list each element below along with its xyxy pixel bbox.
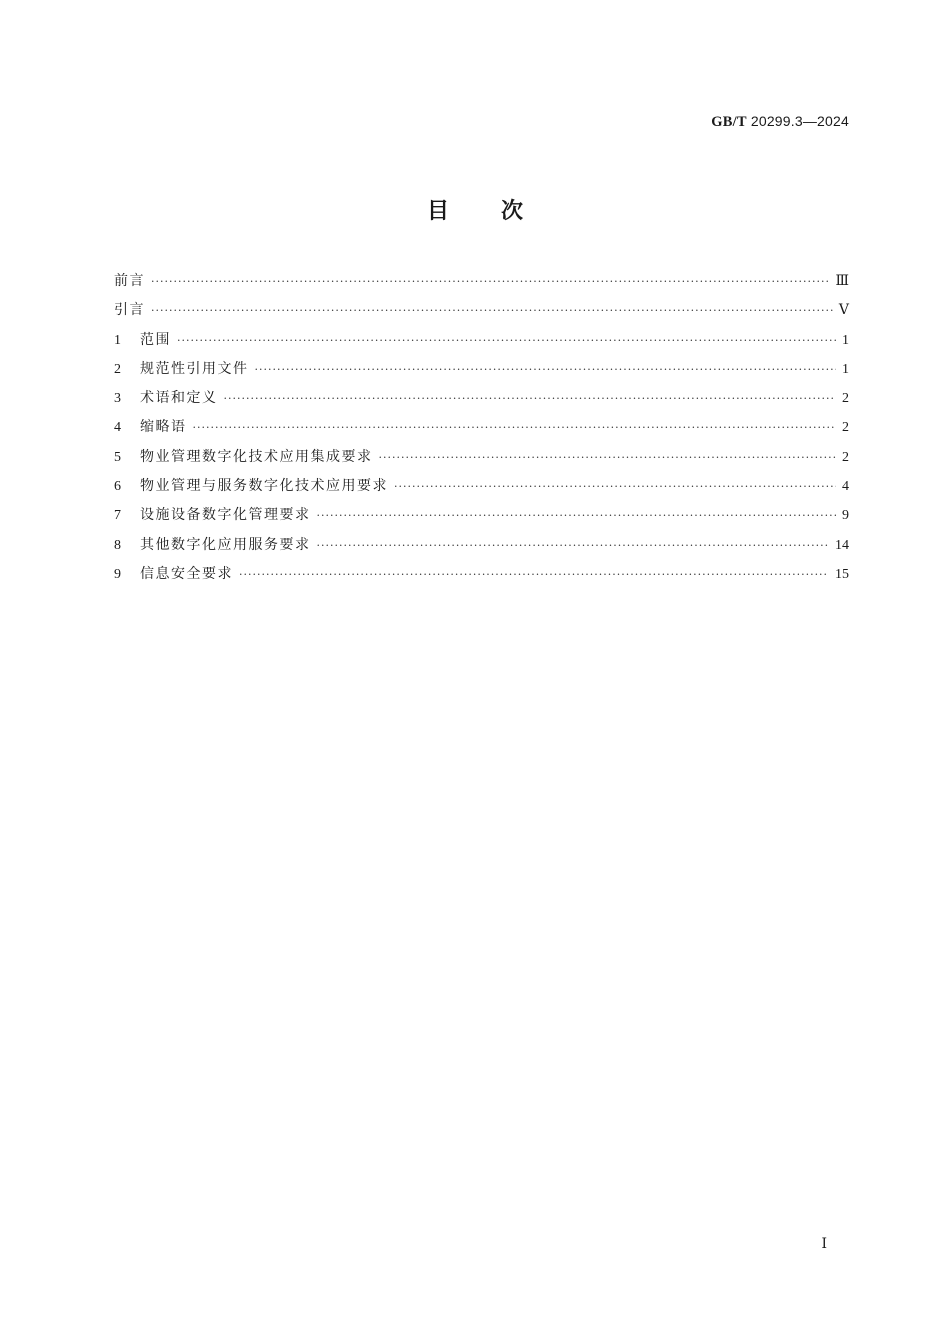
toc-leader-dots [394, 480, 836, 493]
toc-entry-page: 4 [842, 479, 849, 495]
title-char-1: 目 [426, 199, 449, 224]
toc-entry-number: 6 [114, 479, 121, 495]
standard-prefix: GB/T [711, 114, 747, 130]
toc-entry-6[interactable] [114, 475, 849, 504]
toc-entry-number: 5 [114, 449, 121, 465]
toc-entry-number: 9 [114, 566, 121, 582]
toc-leader-dots [151, 304, 833, 317]
toc-leader-dots [177, 334, 836, 347]
toc-entry-label: 引言 [114, 302, 145, 319]
toc-leader-dots [317, 509, 837, 522]
toc-entry-number: 3 [114, 391, 121, 407]
toc-leader-dots [151, 275, 829, 288]
toc-entry-label: 术语和定义 [140, 390, 218, 407]
toc-entry-label: 范围 [140, 331, 171, 348]
toc-entry-page: Ⅲ [835, 274, 849, 289]
toc-entry-1[interactable] [114, 329, 849, 358]
toc-leader-dots [379, 451, 837, 464]
toc-entry-page: 2 [842, 420, 849, 436]
toc-entry-3[interactable] [114, 387, 849, 416]
toc-entry-5[interactable] [114, 446, 849, 475]
toc-leader-dots [193, 421, 837, 434]
toc-entry-label: 信息安全要求 [140, 565, 233, 582]
toc-leader-dots [317, 539, 830, 552]
toc-entry-7[interactable] [114, 504, 849, 533]
toc-entry-label: 其他数字化应用服务要求 [140, 536, 311, 553]
toc-entry-label: 物业管理数字化技术应用集成要求 [140, 448, 373, 465]
page-number: Ⅰ [821, 1237, 827, 1252]
standard-number: 20299.3—2024 [750, 113, 849, 129]
toc-leader-dots [255, 363, 837, 376]
toc-entry-introduction[interactable] [114, 299, 849, 328]
toc-entry-page: 14 [835, 537, 849, 553]
toc-leader-dots [224, 392, 837, 405]
toc-entry-label: 前言 [114, 273, 145, 289]
table-of-contents [114, 270, 849, 592]
toc-entry-page: Ⅴ [838, 303, 849, 319]
toc-entry-page: 9 [842, 508, 849, 524]
toc-entry-label: 规范性引用文件 [140, 360, 249, 377]
toc-entry-page: 15 [835, 566, 849, 582]
title-char-2: 次 [501, 199, 524, 224]
toc-entry-2[interactable] [114, 358, 849, 387]
toc-entry-number: 1 [114, 332, 121, 348]
toc-entry-number: 7 [114, 508, 121, 524]
toc-entry-number: 4 [114, 420, 121, 436]
toc-entry-4[interactable] [114, 416, 849, 445]
toc-entry-page: 1 [842, 332, 849, 348]
toc-entry-8[interactable] [114, 534, 849, 563]
toc-entry-number: 8 [114, 537, 121, 553]
toc-entry-label: 设施设备数字化管理要求 [140, 507, 311, 524]
toc-entry-page: 2 [842, 449, 849, 465]
standard-code [711, 113, 849, 131]
toc-leader-dots [239, 568, 829, 581]
toc-entry-page: 2 [842, 391, 849, 407]
toc-entry-foreword[interactable] [114, 270, 849, 299]
toc-entry-label: 缩略语 [140, 419, 187, 436]
toc-entry-label: 物业管理与服务数字化技术应用要求 [140, 478, 388, 495]
toc-entry-number: 2 [114, 361, 121, 377]
toc-entry-9[interactable] [114, 563, 849, 592]
page-title [0, 194, 950, 225]
toc-entry-page: 1 [842, 361, 849, 377]
